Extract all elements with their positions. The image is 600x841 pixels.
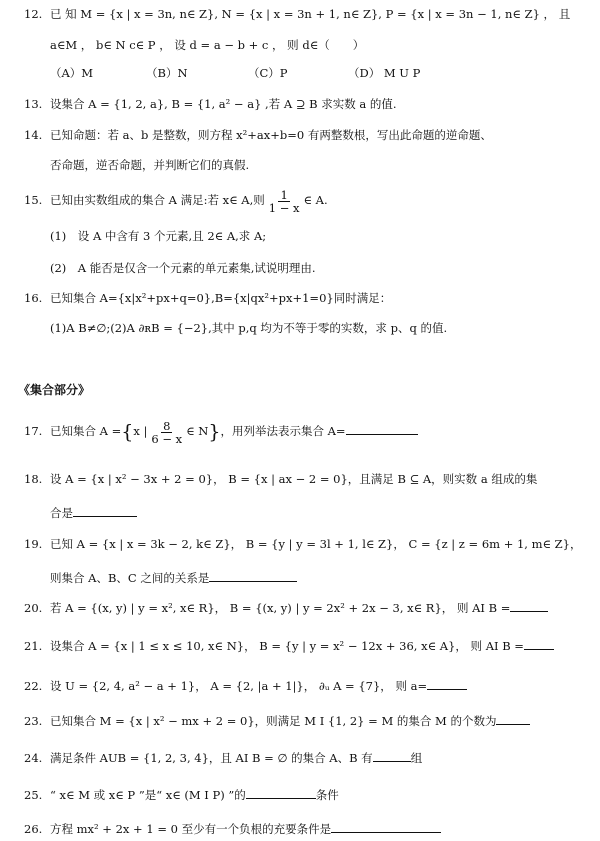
question-19-line-2 <box>50 569 297 586</box>
question-number: 24. <box>24 751 43 765</box>
option-b: （B）N <box>146 66 188 80</box>
answer-blank[interactable] <box>524 637 554 650</box>
question-26-text: 方程 mx² + 2x + 1 = 0 至少有一个负根的充要条件是 <box>50 822 332 836</box>
answer-blank[interactable] <box>73 504 137 517</box>
answer-blank[interactable] <box>373 749 411 762</box>
question-19-text-1: 已知 A = {x | x = 3k − 2, k∈ Z}， B = {y | y = 3l + 1, l∈ Z}， C = {z | z = 6m + 1, m∈ Z}， <box>50 537 582 551</box>
question-23-text: 已知集合 M = {x | x² − mx + 2 = 0}，则满足 M I {1, 2} = M 的集合 M 的个数为 <box>50 714 497 728</box>
question-25 <box>24 786 339 803</box>
question-19-text-2: 则集合 A、B、C 之间的关系是 <box>50 571 210 585</box>
question-15-text-end: ∈ A. <box>303 193 328 207</box>
question-number: 25. <box>24 788 43 802</box>
answer-blank[interactable] <box>209 569 297 582</box>
section-title: 《集合部分》 <box>18 383 91 397</box>
question-14-line-1 <box>24 127 492 143</box>
fraction <box>149 420 184 445</box>
answer-blank[interactable] <box>346 422 418 435</box>
fraction-numerator: 1 <box>280 187 288 202</box>
question-24-text: 满足条件 AUB = {1, 2, 3, 4}，且 AI B = ∅ 的集合 A、B 有 <box>50 751 373 765</box>
option-a: （A）M <box>50 66 94 80</box>
question-17-text-end: ，用列举法表示集合 A= <box>220 424 346 438</box>
question-24 <box>24 749 422 766</box>
question-number: 19. <box>24 537 43 551</box>
question-18-text-1: 设 A = {x | x² − 3x + 2 = 0}， B = {x | ax − 2 = 0}，且满足 B ⊆ A，则实数 a 组成的集 <box>50 472 538 486</box>
question-16-line-1 <box>24 290 391 306</box>
question-number: 21. <box>24 639 43 653</box>
fraction <box>267 189 302 214</box>
question-number: 15. <box>24 193 43 207</box>
question-16-line-2: (1)A B≠∅;(2)A ∂ʀB = {−2},其中 p,q 均为不等于零的实数，求 p、q 的值. <box>50 321 448 335</box>
question-18-text-2: 合是 <box>50 506 73 520</box>
question-number: 12. <box>24 7 43 21</box>
question-23 <box>24 712 530 729</box>
question-15-text: 已知由实数组成的集合 A 满足:若 x∈ A,则 <box>50 193 265 207</box>
question-24-text-end: 组 <box>410 751 423 765</box>
question-12-line-2: a∈M ， b∈ N c∈ P ， 设 d = a − b + c ， 则 d∈（ ） <box>50 38 365 52</box>
question-number: 14. <box>24 128 43 142</box>
question-12-line-1 <box>24 6 570 22</box>
set-builder-var: x | <box>133 424 148 438</box>
question-22-text: 设 U = {2, 4, a² − a + 1}， A = {2, |a + 1|}， ∂ᵤ A = {7}， 则 a= <box>50 679 428 693</box>
answer-blank[interactable] <box>510 599 548 612</box>
question-17-text: 已知集合 A = <box>50 424 122 438</box>
question-number: 13. <box>24 97 43 111</box>
question-13 <box>24 96 397 112</box>
question-15-sub-1: (1) 设 A 中含有 3 个元素,且 2∈ A,求 A; <box>50 229 267 243</box>
question-number: 26. <box>24 822 43 836</box>
answer-blank[interactable] <box>496 712 530 725</box>
option-c: （C）P <box>248 66 288 80</box>
question-12-text-1: 已 知 M = {x | x = 3n, n∈ Z}, N = {x | x = 3n + 1, n∈ Z}, P = {x | x = 3n − 1, n∈ Z} ， 且 <box>50 7 571 21</box>
question-15-sub-2: (2) A 能否是仅含一个元素的单元素集,试说明理由. <box>50 261 316 275</box>
question-18-line-1 <box>24 471 537 487</box>
question-22 <box>24 677 467 694</box>
question-number: 16. <box>24 291 43 305</box>
question-21-text: 设集合 A = {x | 1 ≤ x ≤ 10, x∈ N}， B = {y | y = x² − 12x + 36, x∈ A}， 则 AI B = <box>50 639 524 653</box>
question-14-line-2: 否命题，逆否命题，并判断它们的真假. <box>50 158 250 172</box>
right-brace: } <box>208 421 221 443</box>
question-number: 18. <box>24 472 43 486</box>
question-20 <box>24 599 548 616</box>
question-26 <box>24 820 441 837</box>
question-17 <box>24 418 418 445</box>
left-brace: { <box>121 421 134 443</box>
answer-blank[interactable] <box>246 786 316 799</box>
question-15 <box>24 188 328 214</box>
set-builder-condition: ∈ N <box>186 424 209 438</box>
question-number: 17. <box>24 424 43 438</box>
question-number: 20. <box>24 601 43 615</box>
fraction-numerator: 8 <box>163 418 171 433</box>
fraction-denominator: 6 − x <box>151 431 183 446</box>
answer-blank[interactable] <box>427 677 467 690</box>
question-18-line-2 <box>50 504 137 521</box>
question-19-line-1 <box>24 536 582 552</box>
question-13-text: 设集合 A = {1, 2, a}, B = {1, a² − a} ,若 A ⊇ B 求实数 a 的值. <box>50 97 397 111</box>
question-25-text-end: 条件 <box>315 788 339 802</box>
question-20-text: 若 A = {(x, y) | y = x², x∈ R}， B = {(x, y) | y = 2x² + 2x − 3, x∈ R}， 则 AI B = <box>50 601 511 615</box>
option-d: （D） M U P <box>348 66 421 80</box>
question-21 <box>24 637 554 654</box>
fraction-denominator: 1 − x <box>268 200 300 215</box>
question-number: 23. <box>24 714 43 728</box>
question-number: 22. <box>24 679 43 693</box>
question-25-text: “ x∈ M 或 x∈ P ”是“ x∈ (M I P) ”的 <box>50 788 246 802</box>
question-14-text-1: 已知命题：若 a、b 是整数，则方程 x²+ax+b=0 有两整数根，写出此命题的逆命题、 <box>50 128 492 142</box>
answer-blank[interactable] <box>331 820 441 833</box>
question-16-text-1: 已知集合 A={x|x²+px+q=0},B={x|qx²+px+1=0}同时满足： <box>50 291 392 305</box>
